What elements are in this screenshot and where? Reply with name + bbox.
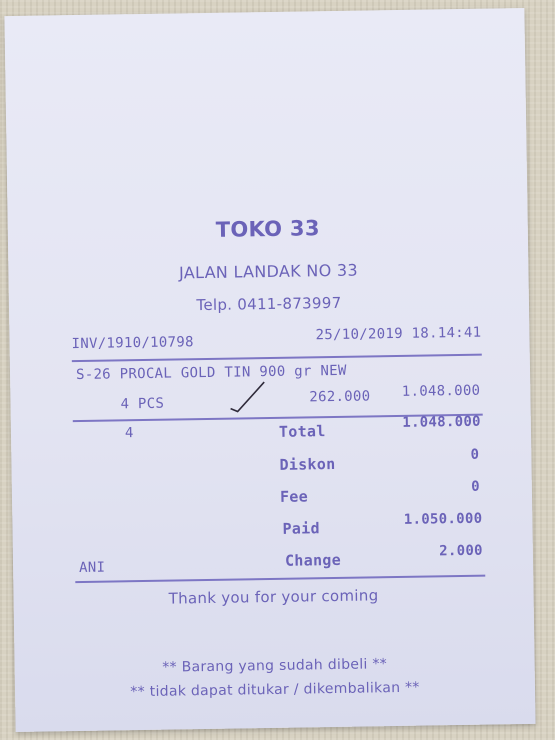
item-count: 4: [124, 425, 134, 442]
paid-label: Paid: [282, 519, 320, 538]
cashier-name: ANI: [78, 559, 106, 577]
thank-you-message: Thank you for your coming: [168, 586, 379, 608]
change-label: Change: [284, 550, 342, 570]
store-address: JALAN LANDAK NO 33: [178, 260, 359, 283]
return-policy-line-2: ** tidak dapat ditukar / dikembalikan **: [130, 679, 420, 701]
change-value: 2.000: [439, 542, 483, 560]
total-label: Total: [278, 422, 326, 441]
fee-label: Fee: [279, 487, 309, 506]
receipt: [4, 8, 535, 732]
fee-value: 0: [471, 478, 480, 495]
divider-top: [72, 354, 482, 362]
return-policy-line-1: ** Barang yang sudah dibeli **: [162, 656, 388, 676]
diskon-label: Diskon: [279, 454, 336, 474]
item-line-total: 1.048.000: [401, 382, 481, 400]
item-quantity: 4 PCS: [120, 395, 165, 413]
diskon-value: 0: [470, 446, 480, 463]
checkmark-icon: [228, 378, 269, 415]
store-phone: Telp. 0411-873997: [196, 293, 342, 315]
item-description: S-26 PROCAL GOLD TIN 900 gr NEW: [75, 362, 347, 384]
invoice-number: INV/1910/10798: [71, 334, 194, 353]
divider-bottom: [75, 575, 485, 583]
store-name: TOKO 33: [215, 216, 320, 242]
item-unit-price: 262.000: [309, 388, 371, 406]
total-value: 1.048.000: [402, 413, 481, 431]
invoice-datetime: 25/10/2019 18.14:41: [315, 324, 482, 344]
paid-value: 1.050.000: [403, 510, 483, 528]
